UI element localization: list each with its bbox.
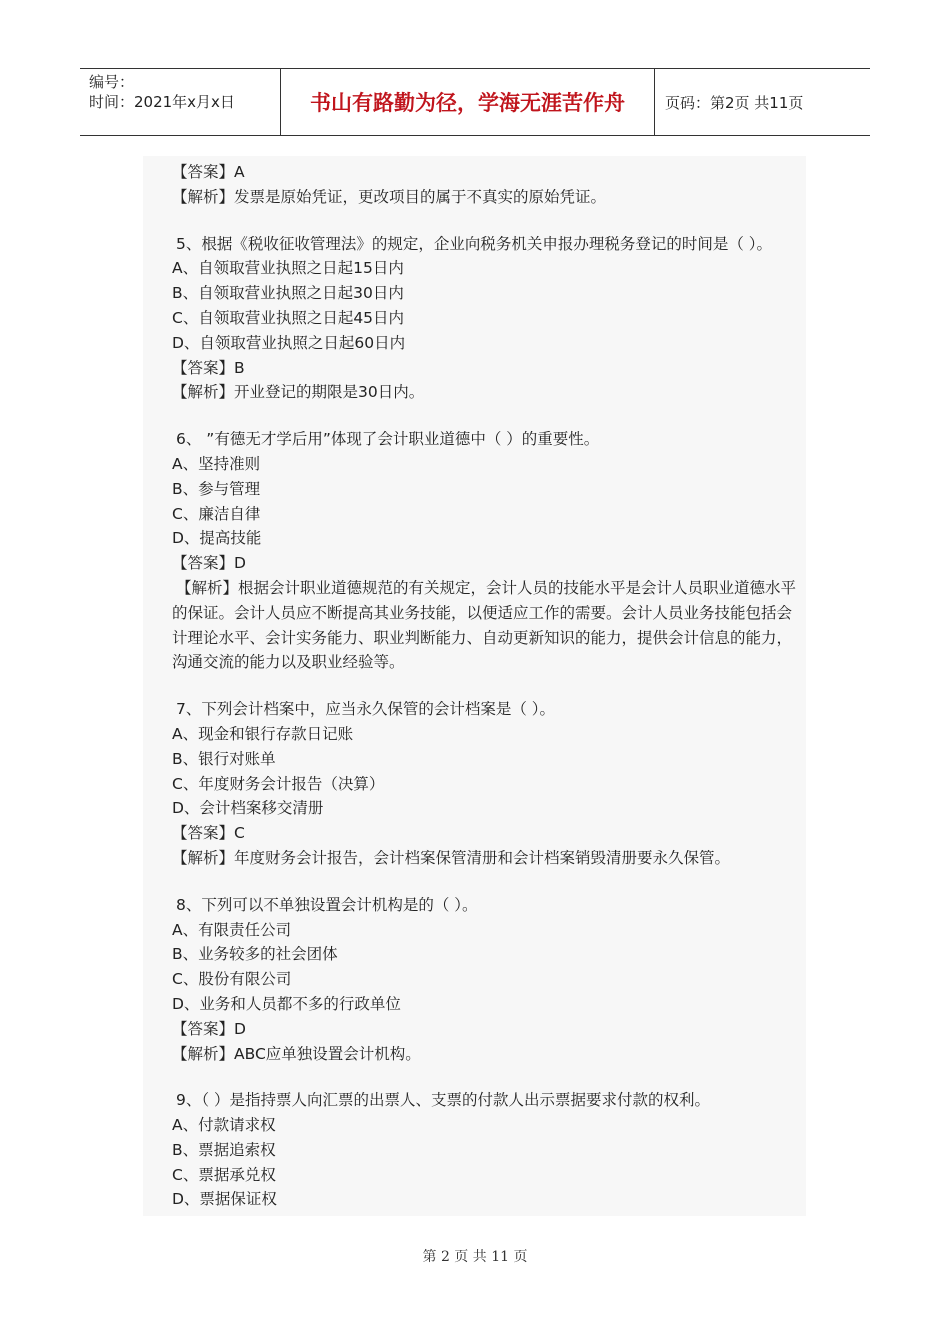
option-d: D、会计档案移交清册 [172, 799, 324, 818]
option-a: A、有限责任公司 [172, 920, 292, 939]
date-label: 时间：2021年x月x日 [89, 93, 235, 111]
question-stem: 8、下列可以不单独设置会计机构是的（ ）。 [176, 895, 478, 914]
document-body [143, 156, 806, 1216]
option-c: C、自领取营业执照之日起45日内 [172, 308, 405, 327]
question-block [172, 232, 798, 406]
answer-line: 【答案】C [172, 824, 245, 843]
option-d: D、自领取营业执照之日起60日内 [172, 333, 406, 352]
option-d: D、业务和人员都不多的行政单位 [172, 994, 401, 1013]
option-a: A、自领取营业执照之日起15日内 [172, 259, 404, 278]
analysis-line: 【解析】开业登记的期限是30日内。 [172, 383, 425, 402]
answer-line: 【答案】A [172, 163, 245, 181]
question-block [172, 893, 798, 1067]
option-a: A、坚持准则 [172, 454, 261, 473]
question-stem: 7、下列会计档案中，应当永久保管的会计档案是（ ）。 [176, 700, 556, 719]
option-d: D、票据保证权 [172, 1190, 277, 1209]
question-stem: 9、（ ）是指持票人向汇票的出票人、支票的付款人出示票据要求付款的权利。 [176, 1091, 711, 1110]
question-stem: 5、根据《税收征收管理法》的规定，企业向税务机关申报办理税务登记的时间是（ ）。 [176, 234, 773, 253]
option-a: A、付款请求权 [172, 1116, 276, 1135]
page-footer: 第 2 页 共 11 页 [422, 1249, 528, 1265]
header-page-info: 页码：第2页 共11页 [665, 93, 804, 112]
option-b: B、票据追索权 [172, 1140, 276, 1159]
answer-line: 【答案】B [172, 358, 245, 377]
header-motto: 书山有路勤为径，学海无涯苦作舟 [281, 69, 655, 135]
option-b: B、业务较多的社会团体 [172, 945, 338, 964]
option-c: C、年度财务会计报告（决算） [172, 774, 385, 793]
option-c: C、票据承兑权 [172, 1165, 276, 1184]
answer-line: 【答案】D [172, 1019, 246, 1038]
analysis-paragraph: 【解析】根据会计职业道德规范的有关规定，会计人员的技能水平是会计人员职业道德水平的保证。会计人员应不断提高其业务技能，以便适应工作的需要。会计人员业务技能包括会计理论水平、会计实务能力、职业判断能力、自动更新知识的能力，提供会计信息的能力，沟通交流的能力以及职业经验等。 [172, 578, 797, 672]
option-b: B、参与管理 [172, 479, 261, 498]
option-c: C、股份有限公司 [172, 970, 292, 989]
analysis-line: 【解析】发票是原始凭证，更改项目的属于不真实的原始凭证。 [172, 187, 607, 206]
option-d: D、提高技能 [172, 529, 262, 548]
option-c: C、廉洁自律 [172, 504, 261, 523]
question-block [172, 427, 798, 675]
answer-line: 【答案】D [172, 554, 246, 573]
header-meta [80, 69, 281, 135]
page-header [80, 68, 870, 136]
question-block [172, 1088, 798, 1212]
analysis-line: 【解析】ABC应单独设置会计机构。 [172, 1044, 421, 1063]
analysis-line: 【解析】年度财务会计报告，会计档案保管清册和会计档案销毁清册要永久保管。 [172, 848, 731, 867]
option-a: A、现金和银行存款日记账 [172, 724, 354, 743]
question-stem: 6、 ”有德无才学后用”体现了会计职业道德中（ ）的重要性。 [176, 430, 600, 449]
option-b: B、银行对账单 [172, 749, 276, 768]
question-block [172, 697, 798, 871]
number-label: 编号： [89, 73, 135, 91]
option-b: B、自领取营业执照之日起30日内 [172, 284, 404, 303]
